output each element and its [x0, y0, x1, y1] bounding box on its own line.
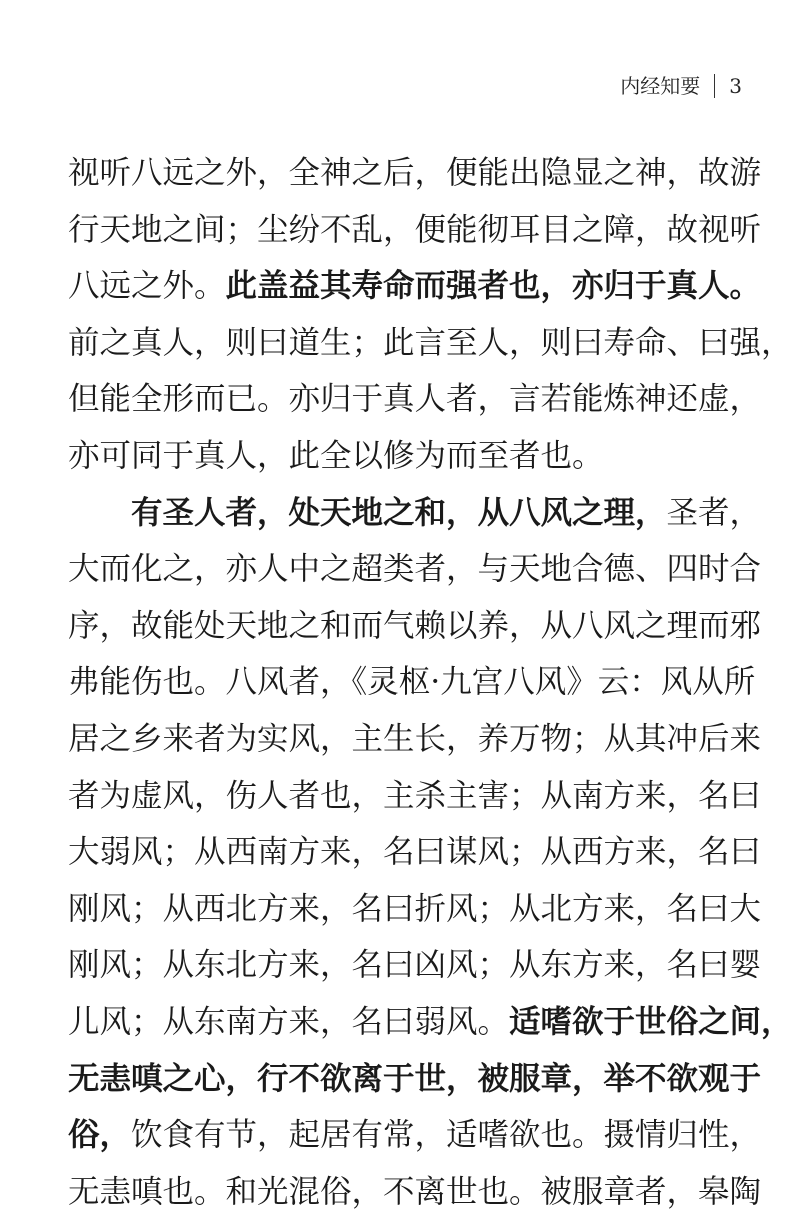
text-line	[68, 598, 762, 655]
text-segment: 但能全形而已。亦归于真人者，言若能炼神还虚，	[68, 381, 762, 418]
text-line	[68, 824, 762, 881]
page-body-text	[68, 145, 793, 1220]
text-line	[68, 1164, 762, 1220]
text-line	[68, 145, 762, 202]
text-segment: 无恚嗔也。和光混俗，不离世也。被服章者，皋陶	[68, 1173, 762, 1210]
text-segment-bold: 适嗜欲于世俗之间，	[509, 1003, 793, 1040]
text-segment: 饮食有节，起居有常，适嗜欲也。摄情归性，	[131, 1117, 762, 1154]
text-line	[68, 1051, 762, 1108]
text-line	[68, 768, 762, 825]
text-line	[68, 371, 762, 428]
text-segment: 弗能伤也。八风者，《灵枢·九宫八风》云：风从所	[68, 664, 756, 701]
text-line	[68, 881, 762, 938]
text-segment: 视听八远之外，全神之后，便能出隐显之神，故游	[68, 155, 762, 191]
text-line	[68, 428, 738, 485]
header-divider	[714, 74, 715, 98]
text-line	[68, 937, 762, 994]
text-segment: 亦可同于真人，此全以修为而至者也。	[68, 437, 604, 474]
text-segment: 圣者，	[666, 494, 762, 531]
book-title: 内经知要	[620, 74, 701, 98]
text-line	[68, 315, 793, 372]
running-header	[620, 72, 742, 100]
text-segment-bold: 有圣人者，处天地之和，从八风之理，	[131, 494, 667, 531]
text-line	[68, 711, 762, 768]
text-line	[68, 654, 756, 711]
page-number: 3	[729, 74, 742, 98]
text-segment: 大而化之，亦人中之超类者，与天地合德、四时合	[68, 551, 762, 588]
text-line	[68, 541, 762, 598]
text-line	[68, 258, 762, 315]
text-line	[68, 1107, 762, 1164]
text-line	[68, 202, 762, 259]
text-segment-bold: 俗，	[68, 1117, 132, 1154]
text-segment: 前之真人，则曰道生；此言至人，则曰寿命、曰强，	[68, 324, 793, 361]
text-line	[68, 485, 762, 542]
text-segment: 八远之外。	[68, 268, 226, 305]
text-segment: 居之乡来者为实风，主生长，养万物；从其冲后来	[68, 720, 762, 757]
text-segment: 者为虚风，伤人者也，主杀主害；从南方来，名曰	[68, 777, 762, 814]
text-segment: 刚风；从西北方来，名曰折风；从北方来，名曰大	[68, 890, 762, 927]
text-segment: 序，故能处天地之和而气赖以养，从八风之理而邪	[68, 607, 762, 644]
text-segment-bold: 无恚嗔之心，行不欲离于世，被服章，举不欲观于	[68, 1060, 762, 1097]
text-segment: 行天地之间；尘纷不乱，便能彻耳目之障，故视听	[68, 211, 762, 248]
text-line	[68, 994, 793, 1051]
text-segment: 刚风；从东北方来，名曰凶风；从东方来，名曰婴	[68, 947, 762, 984]
text-segment-bold: 此盖益其寿命而强者也，亦归于真人。	[225, 268, 762, 305]
text-segment: 大弱风；从西南方来，名曰谋风；从西方来，名曰	[68, 834, 762, 871]
text-segment: 儿风；从东南方来，名曰弱风。	[68, 1003, 510, 1040]
